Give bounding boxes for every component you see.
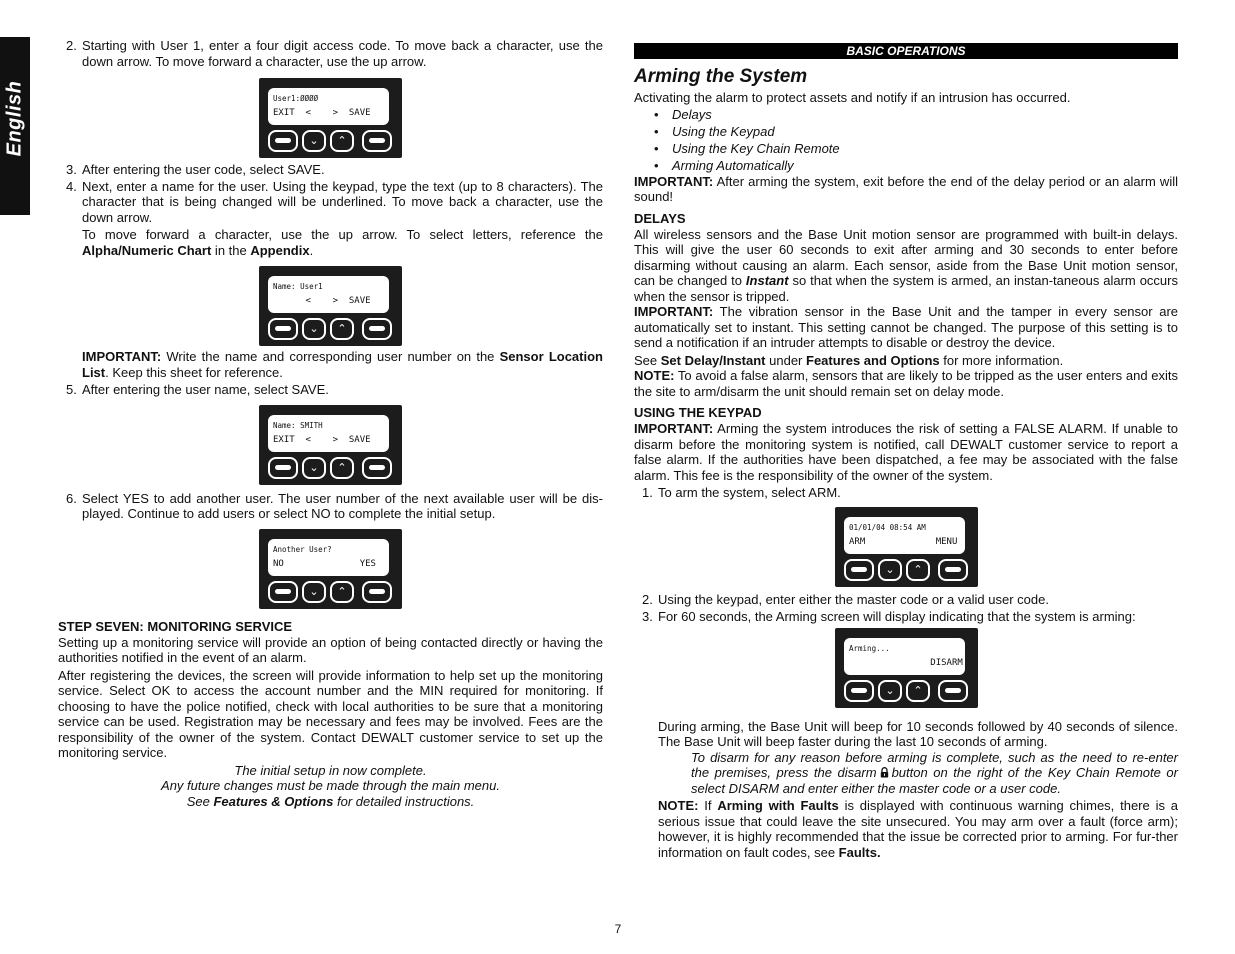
keypad-display-1 xyxy=(259,78,402,158)
keypad-buttons xyxy=(268,318,393,342)
step-seven-paragraph-1: Setting up a monitoring service will provide an option of being contacted directly or having the authorities notified in the event of an alarm. xyxy=(58,634,603,665)
bullet-item: • Using the Keypad xyxy=(634,123,1178,140)
closing-line-2: Any future changes must be made through the main menu. xyxy=(161,778,500,793)
keypad-display-3 xyxy=(259,405,402,485)
up-arrow-icon: ⌃ xyxy=(330,581,354,603)
down-arrow-icon: ⌄ xyxy=(878,680,902,702)
closing-line-1: The initial setup in now complete. xyxy=(234,762,427,778)
keypad-display-6 xyxy=(835,628,978,708)
bullet-list xyxy=(634,106,1178,174)
language-tab-label: English xyxy=(3,80,26,157)
list-item-6: 6. Select YES to add another user. The user number of the next available user will be dis-played. Continue to add users or select NO to complete the initial setup. xyxy=(66,490,603,521)
up-arrow-icon: ⌃ xyxy=(330,457,354,479)
left-button xyxy=(268,318,298,340)
page-number: 7 xyxy=(614,922,622,936)
lcd-screen: User1:ØØØØ EXIT < > SAVE xyxy=(268,88,389,125)
keypad-buttons xyxy=(844,680,969,704)
step-item-3: 3. For 60 seconds, the Arming screen will display indicating that the system is arming: xyxy=(642,609,1136,624)
right-button xyxy=(362,318,392,340)
left-button xyxy=(268,581,298,603)
lcd-screen: Another User? NO YES xyxy=(268,539,389,576)
right-button xyxy=(938,559,968,581)
lcd-screen: 01/01/04 08:54 AM ARM MENU xyxy=(844,517,965,554)
keypad-buttons xyxy=(268,130,393,154)
note-arming-faults: NOTE: If Arming with Faults is displayed with continuous warning chimes, there is a serious issue that could leave the site unsecured. You may arm over a fault (force arm); however, it is highly recommended that the issue be corrected prior to arming. For fur-ther information on fault codes, see Faults. xyxy=(658,798,1179,860)
lock-icon xyxy=(880,767,889,778)
see-reference: See Set Delay/Instant under Features and Options for more information. xyxy=(634,352,1064,368)
list-item-4: 4. Next, enter a name for the user. Using the keypad, type the text (up to 8 characters). The character that is being changed will be underlined. To move back a character, use the down arrow. xyxy=(66,178,603,225)
up-arrow-icon: ⌃ xyxy=(906,680,930,702)
left-button xyxy=(844,680,874,702)
list-item-4-continued: To move forward a character, use the up arrow. To select letters, reference the Alpha/Numeric Chart in the Appendix. xyxy=(82,227,603,258)
lcd-screen: Arming... DISARM xyxy=(844,638,965,675)
language-tab xyxy=(0,37,30,215)
down-arrow-icon: ⌄ xyxy=(302,457,326,479)
keypad-display-4 xyxy=(259,529,402,609)
section-heading-delays: DELAYS xyxy=(634,210,686,226)
page-title: Arming the System xyxy=(634,66,808,87)
important-note-1: IMPORTANT: Write the name and corresponding user number on the Sensor Location List. Keep this sheet for reference. xyxy=(82,349,603,380)
right-button xyxy=(362,581,392,603)
lcd-screen: Name: SMITH EXIT < > SAVE xyxy=(268,415,389,452)
section-heading-keypad: USING THE KEYPAD xyxy=(634,405,762,420)
down-arrow-icon: ⌄ xyxy=(302,130,326,152)
keypad-buttons xyxy=(844,559,969,583)
important-note-arming: IMPORTANT: After arming the system, exit before the end of the delay period or an alarm will sound! xyxy=(634,173,1178,204)
step-seven-paragraph-2: After registering the devices, the screen will provide information to help set up the monitoring service. Select OK to access the account number and the MIN required for monitoring. If choosing to have the police notified, check with local authorities to be sure that a monitoring service can be used. Registration may be necessary and fees may be involved. Fees are the responsibility of the owner of the system. Contact DEWALT customer service to set up the monitoring service. xyxy=(58,667,603,760)
lcd-screen: Name: User1 < > SAVE xyxy=(268,276,389,313)
delays-paragraph: All wireless sensors and the Base Unit motion sensor are programmed with built-in delays. This will give the user 60 seconds to exit after arming and 30 seconds to enter before disarming without causing an alarm. Each sensor, aside from the Base Unit motion sensor, can be changed to Instant so that when the system is armed, an instan-taneous alarm occurs when the sensor is tripped. xyxy=(634,226,1178,304)
left-button xyxy=(268,130,298,152)
left-button xyxy=(844,559,874,581)
left-button xyxy=(268,457,298,479)
left-column xyxy=(58,38,603,809)
up-arrow-icon: ⌃ xyxy=(330,318,354,340)
disarm-instructions: To disarm for any reason before arming is complete, such as the need to re-enter the premises, press the disarm button on the right of the Key Chain Remote or select DISARM and enter either the master code or a user code. xyxy=(691,749,1178,796)
important-note-vibration: IMPORTANT: The vibration sensor in the Base Unit and the tamper in every sensor are automatically set to instant. This setting cannot be changed. The purpose of this setting is to send a notification if an intruder attempts to disable or destroy the device. xyxy=(634,304,1178,350)
right-column xyxy=(634,43,1178,860)
during-arming-paragraph: During arming, the Base Unit will beep for 10 seconds followed by 40 seconds of silence. The Base Unit will beep faster during the last 10 seconds of arming. xyxy=(658,718,1178,749)
right-button xyxy=(362,130,392,152)
important-note-keypad: IMPORTANT: Arming the system introduces the risk of setting a FALSE ALARM. If unable to disarm before the monitoring system is notified, call DEWALT customer service to report a false alarm. If the authorities have been dispatched, a fee may be associated with the false alarm. This fee is the responsibility of the owner of the system. xyxy=(634,421,1178,483)
keypad-buttons xyxy=(268,457,393,481)
down-arrow-icon: ⌄ xyxy=(878,559,902,581)
keypad-buttons xyxy=(268,581,393,605)
section-heading-step-seven: STEP SEVEN: MONITORING SERVICE xyxy=(58,618,293,634)
up-arrow-icon: ⌃ xyxy=(330,130,354,152)
list-item-3: 3. After entering the user code, select SAVE. xyxy=(66,162,325,177)
intro-paragraph: Activating the alarm to protect assets and notify if an intrusion has occurred. xyxy=(634,90,1071,105)
list-item-5: 5. After entering the user name, select SAVE. xyxy=(66,382,329,397)
step-item-2: 2. Using the keypad, enter either the master code or a valid user code. xyxy=(642,591,1049,607)
bullet-item: • Using the Key Chain Remote xyxy=(634,140,1178,157)
bullet-item: • Delays xyxy=(634,106,1178,123)
up-arrow-icon: ⌃ xyxy=(906,559,930,581)
keypad-display-2 xyxy=(259,266,402,346)
bullet-item: • Arming Automatically xyxy=(634,157,1178,174)
section-banner: BASIC OPERATIONS xyxy=(634,43,1178,59)
down-arrow-icon: ⌄ xyxy=(302,318,326,340)
right-button xyxy=(938,680,968,702)
list-item-2: 2. Starting with User 1, enter a four digit access code. To move back a character, use the down arrow. To move forward a character, use the up arrow. xyxy=(66,38,603,69)
step-item-1: 1. To arm the system, select ARM. xyxy=(642,485,841,500)
down-arrow-icon: ⌄ xyxy=(302,581,326,603)
closing-line-3: See Features & Options for detailed instructions. xyxy=(186,793,475,809)
note-false-alarm: NOTE: To avoid a false alarm, sensors that are likely to be tripped as the user enters and exits the site to arm/disarm the unit should remain set on delay mode. xyxy=(634,368,1178,399)
right-button xyxy=(362,457,392,479)
keypad-display-5 xyxy=(835,507,978,587)
